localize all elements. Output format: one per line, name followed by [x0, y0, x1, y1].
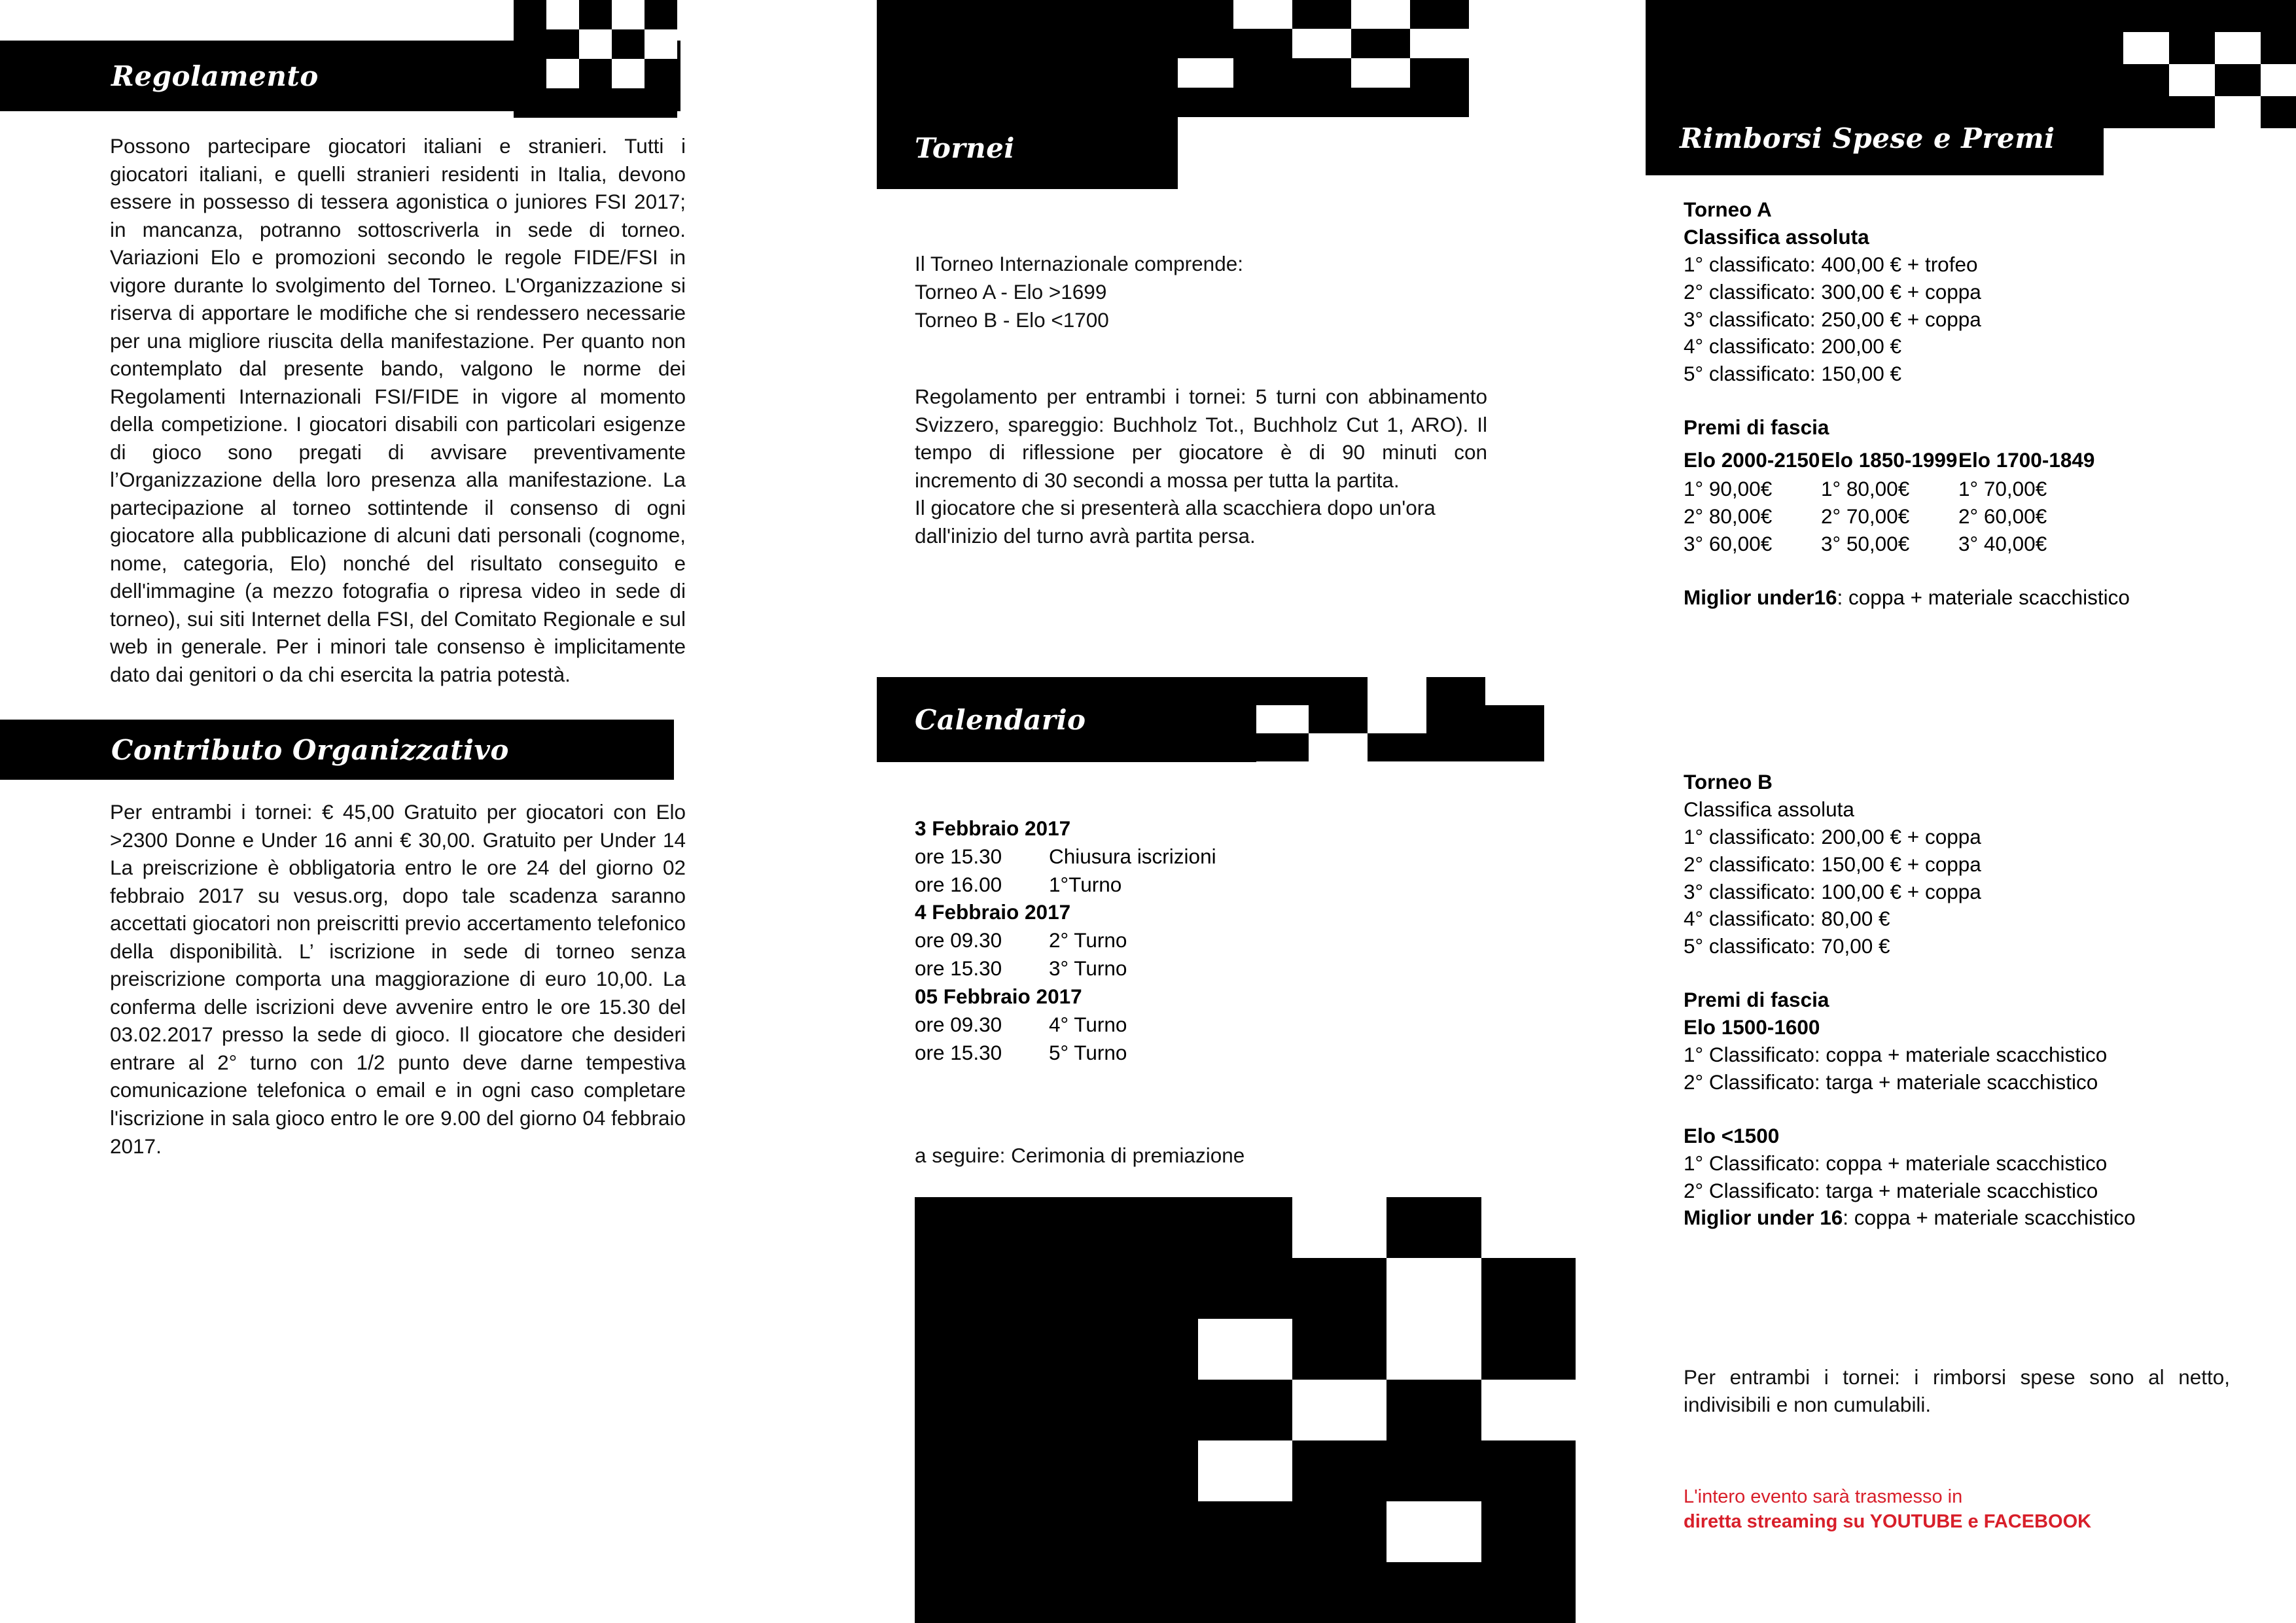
torneo-b-subtitle: Classifica assoluta: [1684, 797, 1854, 821]
contributo-paragraph: Per entrambi i tornei: € 45,00 Gratuito per giocatori con Elo >2300 Donne e Under 16 anni € 30,00. Gratuito per Under 14 La preiscrizione è obbligatoria entro le ore 24 del giorno 02 febbraio 2017 su vesus.org, dopo tale scadenza saranno accettati giocatori non preiscritti previo accertamento telefonico della disponibilità. L’ iscrizione in sede di torneo senza preiscrizione comporta una maggiorazione di euro 10,00. La conferma delle iscrizioni deve avvenire entro le ore 15.30 del 03.02.2017 presso la sede di gioco. Il giocatore che desideri entrare al 2° turno con 1/2 punto deve darne tempestiva comunicazione telefonica o email e in ogni caso completare l'iscrizione in sala gioco entro le ore 9.00 del giorno 04 febbraio 2017.: [110, 800, 686, 1158]
tornei-ritardo-paragraph: Il giocatore che si presenterà alla scacchiera dopo un'ora dall'inizio del turno avrà partita persa.: [915, 496, 1436, 548]
torneo-b-block: [1646, 769, 2296, 1232]
torneo-a-place: 5° classificato: 150,00 €: [1684, 362, 1902, 386]
tornei-regolamento-paragraph: Regolamento per entrambi i tornei: 5 turni con abbinamento Svizzero, spareggio: Buchholz Tot., Buchholz Cut 1, ARO). Il tempo di riflessione per giocatore è di 90 minuti con incremento di 30 secondi a mossa per tutta la partita.: [915, 385, 1487, 492]
calendar-time: ore 15.30: [915, 1040, 1002, 1064]
torneo-b-place: 3° classificato: 100,00 € + coppa: [1684, 879, 1981, 903]
torneo-a-title: Torneo A: [1684, 198, 1772, 221]
fascia-prize: 2° 80,00€: [1684, 504, 1773, 528]
tornei-header-block: [877, 0, 1538, 188]
fascia-column: [1684, 447, 1821, 558]
calendar-time: ore 15.30: [915, 844, 1002, 868]
section-title-regolamento: Regolamento: [111, 60, 319, 92]
fascia-prize: 1° 80,00€: [1821, 477, 1910, 501]
torneo-a-place: 4° classificato: 200,00 €: [1684, 334, 1902, 358]
section-title-tornei: Tornei: [915, 132, 1015, 164]
checkerboard-decoration-rimborsi: [2077, 0, 2296, 128]
torneo-b-fascia-title: Premi di fascia: [1684, 988, 1829, 1012]
calendar-entry: [915, 954, 1487, 983]
calendar-time: ore 09.30: [915, 928, 1002, 952]
fascia-heading: Elo 2000-2150: [1684, 448, 1820, 472]
torneo-b-fascia2-heading: Elo <1500: [1684, 1123, 1780, 1147]
calendario-list: [915, 814, 1487, 1066]
calendar-label: 3° Turno: [1049, 956, 1127, 981]
column-middle: [877, 0, 1646, 1623]
tornei-intro-block: [915, 250, 1487, 334]
torneo-b-fascia1-heading: Elo 1500-1600: [1684, 1015, 1820, 1039]
streaming-line-2: diretta streaming su YOUTUBE e FACEBOOK: [1684, 1510, 2092, 1532]
torneo-b-fascia1-prize: 2° Classificato: targa + materiale scacchistico: [1684, 1070, 2098, 1094]
calendar-day-date: 05 Febbraio 2017: [915, 984, 1082, 1008]
tornei-rules-block: [915, 383, 1487, 550]
torneo-b-fascia2-prize: 1° Classificato: coppa + materiale scacchistico: [1684, 1151, 2108, 1175]
torneo-a-subtitle: Classifica assoluta: [1684, 224, 1869, 249]
fascia-heading: Elo 1700-1849: [1958, 448, 2095, 472]
section-title-contributo: Contributo Organizzativo: [111, 733, 509, 766]
calendar-entry: [915, 1039, 1487, 1067]
calendar-time: ore 15.30: [915, 956, 1002, 981]
fascia-prize: 2° 70,00€: [1821, 504, 1910, 528]
calendar-entry: [915, 871, 1487, 899]
torneo-a-place: 3° classificato: 250,00 € + coppa: [1684, 307, 1981, 331]
torneo-b-under16-value: : coppa + materiale scacchistico: [1843, 1206, 2136, 1230]
fascia-prize: 3° 50,00€: [1821, 531, 1910, 555]
tornei-b-line: Torneo B - Elo <1700: [915, 307, 1109, 332]
fascia-prize: 2° 60,00€: [1958, 504, 2047, 528]
streaming-line-1: L'intero evento sarà trasmesso in: [1684, 1486, 1963, 1507]
torneo-a-place: 2° classificato: 300,00 € + coppa: [1684, 279, 1981, 304]
calendar-label: Chiusura iscrizioni: [1049, 844, 1216, 868]
section-title-rimborsi: Rimborsi Spese e Premi: [1680, 122, 2055, 154]
calendar-day-date: 3 Febbraio 2017: [915, 816, 1071, 840]
tornei-a-line: Torneo A - Elo >1699: [915, 279, 1107, 304]
column-right: [1646, 0, 2296, 1623]
checkerboard-graphic-large: [915, 1197, 1576, 1623]
calendar-day-date: 4 Febbraio 2017: [915, 900, 1071, 924]
torneo-b-under16: [1646, 1204, 2296, 1232]
torneo-b-place: 1° classificato: 200,00 € + coppa: [1684, 824, 1981, 848]
torneo-b-title: Torneo B: [1684, 770, 1773, 794]
checkerboard-decoration-tornei: [1174, 0, 1469, 117]
regolamento-paragraph: Possono partecipare giocatori italiani e stranieri. Tutti i giocatori italiani, e quelli stranieri residenti in Italia, devono essere in possesso di tessera agonistica o juniores FSI 2017; in mancanza, potranno sottoscriverla in sede di torneo. Variazioni Elo e promozioni secondo le regole FIDE/FSI in vigore durante lo svolgimento del Torneo. L'Organizzazione si riserva di apportare le modifiche che si rendessero necessarie per una migliore riuscita della manifestazione. Per quanto non contemplato dal presente bando, valgono le norme dei Regolamenti Internazionali FSI/FIDE in vigore al momento della competizione. I giocatori disabili con particolari esigenze di gioco sono pregati di avvisare preventivamente l’Organizzazione della loro presenza alla manifestazione. La partecipazione al torneo sottintende il consenso di ogni giocatore alla pubblicazione di alcuni dati personali (cognome, nome, categoria, Elo) nonché del risultato conseguito e dell'immagine (a mezzo fotografia o ripresa video in sede di torneo), sui siti Internet della FSI, del Comitato Regionale e sul web in generale. Per i minori tale consenso è implicitamente dato dai genitori o da chi esercita la patria potestà.: [110, 134, 686, 686]
fascia-heading: Elo 1850-1999: [1821, 448, 1958, 472]
calendar-label: 2° Turno: [1049, 928, 1127, 952]
torneo-b-under16-label: Miglior under 16: [1684, 1206, 1843, 1230]
section-title-calendario: Calendario: [915, 703, 1086, 736]
checkerboard-decoration-calendario: [1250, 677, 1544, 762]
fascia-prize: 3° 40,00€: [1958, 531, 2047, 555]
rimborsi-footnote: Per entrambi i tornei: i rimborsi spese sono al netto, indivisibili e non cumulabili.: [1684, 1365, 2230, 1416]
calendar-time: ore 09.30: [915, 1012, 1002, 1036]
fascia-prize: 1° 70,00€: [1958, 477, 2047, 501]
calendar-time: ore 16.00: [915, 872, 1002, 896]
calendar-label: 5° Turno: [1049, 1040, 1127, 1064]
streaming-note: [1646, 1485, 2296, 1534]
torneo-b-fascia1-prize: 1° Classificato: coppa + materiale scacchistico: [1684, 1043, 2108, 1067]
section-header-rimborsi: [1646, 0, 2104, 175]
calendario-closing: a seguire: Cerimonia di premiazione: [915, 1143, 1245, 1167]
torneo-a-fascia-title: Premi di fascia: [1684, 415, 1829, 440]
column-left: [0, 0, 877, 1623]
fascia-column: [1821, 447, 1958, 558]
calendar-entry: [915, 843, 1487, 871]
section-header-calendario: [877, 677, 1256, 762]
torneo-b-place: 5° classificato: 70,00 €: [1684, 934, 1890, 958]
torneo-b-place: 2° classificato: 150,00 € + coppa: [1684, 852, 1981, 876]
calendar-label: 1°Turno: [1049, 872, 1122, 896]
section-header-tornei: [877, 0, 1178, 189]
torneo-b-fascia2-prize: 2° Classificato: targa + materiale scacchistico: [1684, 1178, 2098, 1202]
calendar-entry: [915, 1011, 1487, 1039]
calendar-entry: [915, 926, 1487, 954]
calendar-label: 4° Turno: [1049, 1012, 1127, 1036]
torneo-a-under16: [1646, 584, 2296, 612]
rimborsi-header-block: [1646, 0, 2296, 164]
torneo-b-place: 4° classificato: 80,00 €: [1684, 907, 1890, 931]
fascia-prize: 1° 90,00€: [1684, 477, 1773, 501]
fascia-column: [1958, 447, 2096, 558]
section-header-contributo: [0, 720, 674, 780]
torneo-a-fascia-table: [1646, 447, 2296, 558]
torneo-a-place: 1° classificato: 400,00 € + trofeo: [1684, 252, 1978, 276]
torneo-a-under16-value: : coppa + materiale scacchistico: [1837, 585, 2130, 609]
torneo-a-under16-label: Miglior under16: [1684, 585, 1837, 609]
torneo-a-block: [1646, 196, 2296, 612]
calendario-header-block: [877, 677, 1538, 762]
checkerboard-decoration-top-left: [514, 0, 677, 118]
fascia-prize: 3° 60,00€: [1684, 531, 1773, 555]
tornei-intro-line: Il Torneo Internazionale comprende:: [915, 252, 1243, 275]
